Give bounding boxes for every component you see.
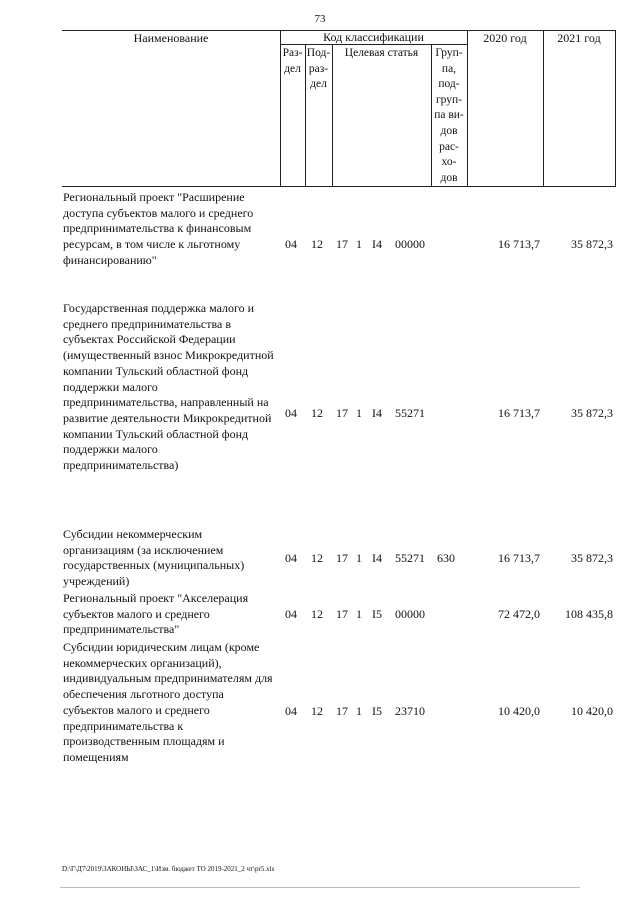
column-divider xyxy=(615,30,616,187)
row-article-project: I4 xyxy=(372,237,382,251)
row-value-2021: 10 420,0 xyxy=(571,704,613,718)
row-article-direction: 00000 xyxy=(395,607,425,621)
row-name: Региональный проект "Акселерация субъектов малого и среднего предпринимательства" xyxy=(63,591,249,637)
row-article-direction: 55271 xyxy=(395,551,425,565)
column-divider xyxy=(332,44,333,187)
row-article-direction: 55271 xyxy=(395,406,425,420)
row-article-project: I5 xyxy=(372,607,382,621)
row-article-program: 17 xyxy=(336,704,348,718)
row-subsection: 12 xyxy=(311,704,323,718)
row-section: 04 xyxy=(285,551,297,565)
header-name: Наименование xyxy=(133,31,209,45)
row-value-2020: 10 420,0 xyxy=(498,704,540,718)
row-article-subprogram: 1 xyxy=(356,704,362,718)
row-article-subprogram: 1 xyxy=(356,551,362,565)
file-path-footer: D:\Г\Д7\2019\ЗАКОНЫ\ЗАС_1\Изм. бюджет ТО 2019-2021_2 чт\pr5.xls xyxy=(62,865,275,873)
row-section: 04 xyxy=(285,406,297,420)
row-value-2020: 16 713,7 xyxy=(498,406,540,420)
header-classification-code: Код классификации xyxy=(323,30,424,44)
row-section: 04 xyxy=(285,704,297,718)
column-divider xyxy=(467,30,468,187)
row-subsection: 12 xyxy=(311,406,323,420)
row-subsection: 12 xyxy=(311,551,323,565)
header-year-2020: 2020 год xyxy=(483,31,527,45)
row-name: Государственная поддержка малого и среднего предпринимательства в субъектах Российской Федерации (имущественный взнос Микрокредитной компании Тульский областной фонд поддержки малого предпринимательства, направленный на развитие деятельности Микрокредитной компании Тульский областной фонд поддержки малого предпринимательства) xyxy=(63,301,274,473)
row-name: Субсидии юридическим лицам (кроме некоммерческих организаций), индивидуальным предпринимателям для обеспечения льготного доступа субъектов малого и среднего предпринимательства к производственным площадям и помещениям xyxy=(63,640,273,764)
row-article-subprogram: 1 xyxy=(356,607,362,621)
row-value-2021: 35 872,3 xyxy=(571,406,613,420)
footer-scan-line xyxy=(60,887,580,888)
row-value-2020: 16 713,7 xyxy=(498,551,540,565)
row-article-program: 17 xyxy=(336,237,348,251)
header-subdivider xyxy=(280,44,467,45)
row-article-program: 17 xyxy=(336,551,348,565)
row-article-program: 17 xyxy=(336,607,348,621)
row-value-2021: 35 872,3 xyxy=(571,237,613,251)
column-divider xyxy=(543,30,544,187)
row-subsection: 12 xyxy=(311,607,323,621)
row-subsection: 12 xyxy=(311,237,323,251)
header-section: Раз- дел xyxy=(282,47,303,75)
header-expense-group: Груп- па, под- груп- па ви- дов рас- хо- дов xyxy=(434,47,464,184)
row-name: Региональный проект "Расширение доступа субъектов малого и среднего предпринимательства к финансовым ресурсам, в том числе к льготному финансированию" xyxy=(63,190,254,267)
row-article-subprogram: 1 xyxy=(356,237,362,251)
header-year-2021: 2021 год xyxy=(557,31,601,45)
row-section: 04 xyxy=(285,607,297,621)
row-article-project: I4 xyxy=(372,551,382,565)
row-value-2021: 108 435,8 xyxy=(565,607,613,621)
row-article-subprogram: 1 xyxy=(356,406,362,420)
header-target-article: Целевая статья xyxy=(344,47,419,59)
row-section: 04 xyxy=(285,237,297,251)
row-value-2020: 16 713,7 xyxy=(498,237,540,251)
row-article-direction: 23710 xyxy=(395,704,425,718)
page-number: 73 xyxy=(314,13,326,25)
row-group: 630 xyxy=(437,551,455,565)
row-article-program: 17 xyxy=(336,406,348,420)
row-value-2020: 72 472,0 xyxy=(498,607,540,621)
row-article-project: I4 xyxy=(372,406,382,420)
row-value-2021: 35 872,3 xyxy=(571,551,613,565)
row-article-project: I5 xyxy=(372,704,382,718)
header-bottom-border xyxy=(62,186,615,187)
row-article-direction: 00000 xyxy=(395,237,425,251)
header-subsection: Под- раз- дел xyxy=(306,47,331,91)
row-name: Субсидии некоммерческим организациям (за исключением государственных (муниципальных) учреждений) xyxy=(63,527,245,589)
